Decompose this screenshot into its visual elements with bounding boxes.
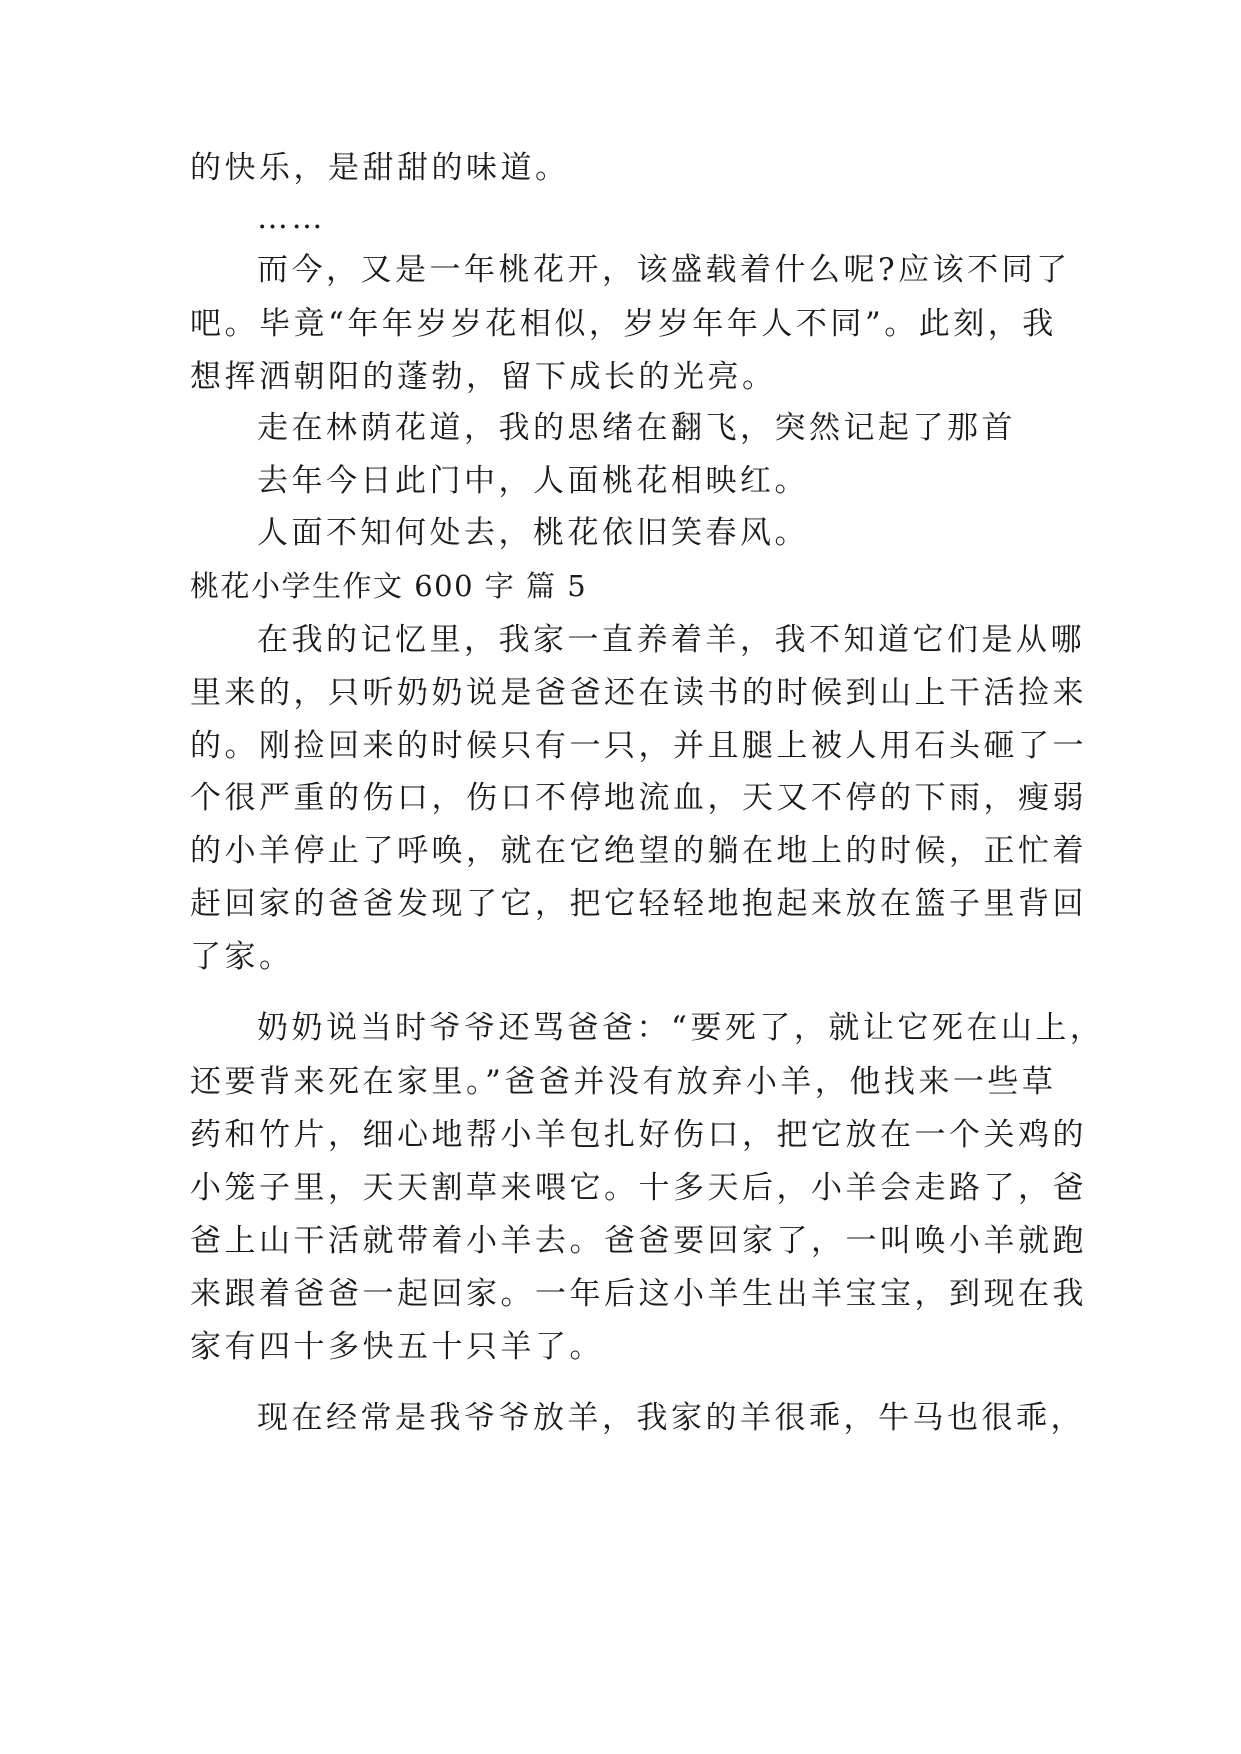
text-line: 的小羊停止了呼唤，就在它绝望的躺在地上的时候，正忙着 bbox=[190, 833, 1087, 869]
paragraph-start: 在我的记忆里，我家一直养着羊，我不知道它们是从哪 bbox=[257, 622, 1085, 658]
section-heading: 桃花小学生作文 600 字 篇 5 bbox=[190, 569, 588, 603]
paragraph-start: 而今，又是一年桃花开，该盛载着什么呢?应该不同了 bbox=[257, 252, 1071, 288]
paragraph-start: 现在经常是我爷爷放羊，我家的羊很乖，牛马也很乖， bbox=[257, 1400, 1085, 1436]
text-line: 小笼子里，天天割草来喂它。十多天后，小羊会走路了，爸 bbox=[190, 1170, 1087, 1206]
text-line: 吧。毕竟“年年岁岁花相似，岁岁年年人不同”。此刻，我 bbox=[190, 306, 1057, 342]
text-line: 了家。 bbox=[190, 939, 294, 975]
text-line: 里来的，只听奶奶说是爸爸还在读书的时候到山上干活捡来 bbox=[190, 675, 1087, 711]
text-line: 的快乐，是甜甜的味道。 bbox=[190, 150, 570, 186]
text-line: 药和竹片，细心地帮小羊包扎好伤口，把它放在一个关鸡的 bbox=[190, 1117, 1087, 1153]
text-line: 的。刚捡回来的时候只有一只，并且腿上被人用石头砸了一 bbox=[190, 728, 1087, 764]
text-line: 想挥洒朝阳的蓬勃，留下成长的光亮。 bbox=[190, 359, 777, 395]
poem-line: 去年今日此门中，人面桃花相映红。 bbox=[257, 463, 809, 499]
text-line: 还要背来死在家里。”爸爸并没有放弃小羊，他找来一些草 bbox=[190, 1064, 1057, 1100]
paragraph-start: 走在林荫花道，我的思绪在翻飞，突然记起了那首 bbox=[257, 410, 1016, 446]
poem-line: 人面不知何处去，桃花依旧笑春风。 bbox=[257, 515, 809, 551]
text-line: 爸上山干活就带着小羊去。爸爸要回家了，一叫唤小羊就跑 bbox=[190, 1223, 1087, 1259]
ellipsis-line: …… bbox=[257, 200, 326, 236]
text-line: 家有四十多快五十只羊了。 bbox=[190, 1329, 604, 1365]
text-line: 来跟着爸爸一起回家。一年后这小羊生出羊宝宝，到现在我 bbox=[190, 1276, 1087, 1312]
text-line: 个很严重的伤口，伤口不停地流血，天又不停的下雨，瘦弱 bbox=[190, 780, 1087, 816]
paragraph-start: 奶奶说当时爷爷还骂爸爸：“要死了，就让它死在山上， bbox=[257, 1010, 1105, 1046]
text-line: 赶回家的爸爸发现了它，把它轻轻地抱起来放在篮子里背回 bbox=[190, 886, 1087, 922]
